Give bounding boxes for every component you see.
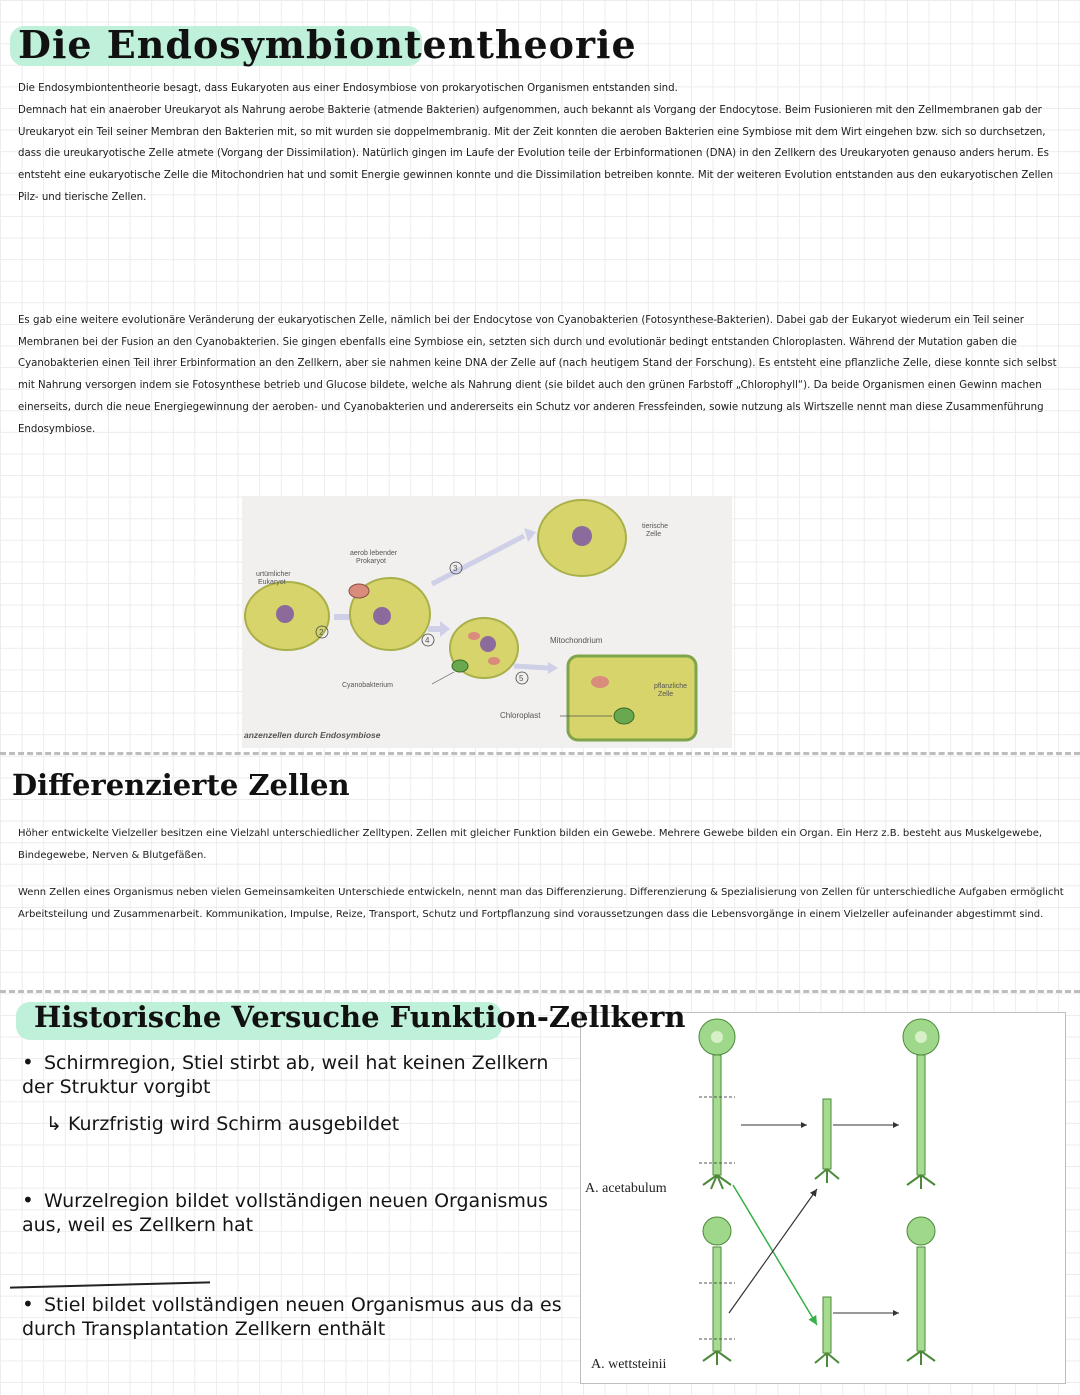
- bullet-text: Schirmregion, Stiel stirbt ab, weil hat keinen Zellkern der Struktur vorgibt: [22, 1052, 549, 1098]
- stalk-fragment: [823, 1297, 831, 1353]
- mitochondrion: [468, 632, 480, 640]
- wettsteinii-regenerated: [907, 1217, 935, 1365]
- mitochondrion: [488, 657, 500, 665]
- label-eukaryot: Eukaryot: [258, 579, 286, 586]
- bullet-dot: •: [22, 1188, 34, 1212]
- bullet-text: Wurzelregion bildet vollständigen neuen Organismus aus, weil es Zellkern hat: [22, 1190, 548, 1236]
- endosymbiosis-figure: [242, 496, 732, 748]
- arrow-cross-black: [729, 1189, 817, 1313]
- title-endosymbiontentheorie: [18, 22, 637, 67]
- nucleus: [373, 607, 391, 625]
- label-urtuemlicher: urtümlicher: [256, 571, 291, 578]
- nucleus: [480, 636, 496, 652]
- paragraph-differentiation: Wenn Zellen eines Organismus neben vielen Gemeinsamkeiten Unterschiede entwickeln, nennt man das Differenzierung. Differenzierung & Spezialisierung von Zellen für unterschiedliche Aufgaben ermöglicht Arbeitsteilung und Zusammenarbeit. Kommunikation, Impulse, Reize, Transport, Schutz und Fortpflanzung sind voraussetzungen dass die Lebensvorgänge in einem Vielzeller aufeinander abgestimmt sind.: [18, 887, 1064, 920]
- step-number-3: 3: [453, 564, 458, 573]
- label-chloroplast: Chloroplast: [500, 711, 541, 720]
- figure-caption: anzenzellen durch Endosymbiose: [244, 730, 381, 740]
- mitochondrion: [591, 676, 609, 688]
- title-text: Die Endosymbiontentheorie: [18, 22, 637, 67]
- rhizoid: [815, 1353, 839, 1367]
- label-tierische-1: tierische: [642, 523, 669, 530]
- title-differenzierte-zellen: [12, 768, 350, 802]
- label-tierische-2: Zelle: [646, 531, 662, 538]
- bullet-dot: •: [22, 1292, 34, 1316]
- paragraph-chloroplasts: Es gab eine weitere evolutionäre Veränderung der eukaryotischen Zelle, nämlich bei der Endocytose von Cyanobakterien (Fotosynthese-Bakterien). Dabei gab der Eukaryot wiederum ein Teil seiner Membranen bei der Fusion an den Cyanobakterien. Sie gingen ebenfalls eine Symbiose ein, setzten sich durch und evolutionär bedingt entstanden Chloroplasten. Während der Mutation gaben die Cyanobakterien einen Teil ihrer Erbinformation an den Zellkern, aber sie nahmen keine DNA der Zelle auf (nach heutigem Stand der Forschung). Es entsteht eine pflanzliche Zelle, diese konnte sich selbst mit Nahrung versorgen indem sie Fotosynthese betrieb und Glucose bildete, welche als Nahrung dient (sie bildet auch den grünen Farbstoff „Chlorophyll“). Da beide Organismen einen Gewinn machen einerseits, durch die neue Energiegewinnung der aeroben- und Cyanobakterien und andererseits ein Schutz vor anderen Fressfeinden, sowie nutzung als Wirtszelle nennt man diese Zusammenführung Endosymbiose.: [18, 315, 1057, 435]
- chloroplast: [614, 708, 634, 724]
- rhizoid: [815, 1169, 839, 1183]
- section-divider: [0, 990, 1080, 993]
- paragraph-tissues: Höher entwickelte Vielzeller besitzen eine Vielzahl unterschiedlicher Zelltypen. Zellen mit gleicher Funktion bilden ein Gewebe. Mehrere Gewebe bilden ein Organ. Ein Herz z.B. besteht aus Muskelgewebe, Bindegewebe, Nerven & Blutgefäßen.: [18, 828, 1043, 861]
- paragraph-mitochondria: Demnach hat ein anaerober Ureukaryot als Nahrung aerobe Bakterie (atmende Bakterien) aufgenommen, auch bekannt als Vorgang der Endocytose. Beim Fusionieren mit den Zellmembranen gab der Ureukaryot ein Teil seiner Membran den Bakterien mit, so mit wurden sie doppelmembranig. Mit der Zeit konnten die aeroben Bakterien eine Symbiose mit dem Wirt eingehen bzw. sich so durchsetzen, dass die ureukaryotische Zelle atmete (Vorgang der Dissimilation). Natürlich gingen im Laufe der Evolution teile der Erbinformationen (DNA) in den Zellkern des Ureukaryoten genauso anders herum. Es entsteht eine eukaryotische Zelle die Mitochondrien hat und somit Energie gewinnen konnte und die Dissimilation betreiben konnte. Mit der weiteren Evolution entstanden aus den eukaryotischen Zellen Pilz- und tierische Zellen.: [18, 105, 1054, 203]
- bullet-wurzelregion: [22, 1188, 582, 1237]
- acetabularia-figure: [580, 1012, 1066, 1384]
- label-pflanzliche-1: pflanzliche: [654, 683, 688, 690]
- label-cyanobakterium: Cyanobakterium: [342, 682, 393, 689]
- nucleus: [276, 605, 294, 623]
- label-aerob-1: aerob lebender: [350, 550, 398, 557]
- bullet-stiel: [22, 1292, 582, 1341]
- label-mitochondrium: Mitochondrium: [550, 636, 603, 645]
- nucleus: [572, 526, 592, 546]
- wettsteinii-original: [703, 1217, 731, 1365]
- plant-cell: [568, 656, 696, 740]
- sub-bullet-schirm: ↳ Kurzfristig wird Schirm ausgebildet: [46, 1113, 400, 1135]
- label-a-acetabulum: A. acetabulum: [585, 1181, 667, 1196]
- arrow-5: [514, 666, 548, 668]
- aerobic-prokaryote: [349, 584, 369, 598]
- stalk-fragment: [823, 1099, 831, 1169]
- title-text: Differenzierte Zellen: [12, 768, 350, 802]
- grafting-diagram: [581, 1013, 1065, 1383]
- cyanobacterium: [452, 660, 468, 672]
- title-text: Historische Versuche Funktion-Zellkern: [34, 1000, 686, 1034]
- title-historische-versuche: [34, 1000, 685, 1034]
- paragraph-definition: Die Endosymbiontentheorie besagt, dass Eukaryoten aus einer Endosymbiose von prokaryotischen Organismen entstanden sind.: [18, 83, 678, 94]
- bullet-text: Stiel bildet vollständigen neuen Organismus aus da es durch Transplantation Zellkern enthält: [22, 1294, 562, 1340]
- section-divider: [0, 752, 1080, 755]
- bullet-dot: •: [22, 1050, 34, 1074]
- step-number-5: 5: [519, 674, 524, 683]
- acetabulum-regenerated: [903, 1019, 939, 1189]
- label-pflanzliche-2: Zelle: [658, 691, 674, 698]
- bullet-schirmregion: [22, 1050, 582, 1099]
- label-aerob-2: Prokaryot: [356, 558, 386, 565]
- label-a-wettsteinii: A. wettsteinii: [591, 1357, 667, 1372]
- separator-stroke: [10, 1281, 210, 1288]
- step-number-2: 2: [319, 628, 324, 637]
- step-number-4: 4: [425, 636, 430, 645]
- endosymbiosis-diagram: [242, 496, 732, 748]
